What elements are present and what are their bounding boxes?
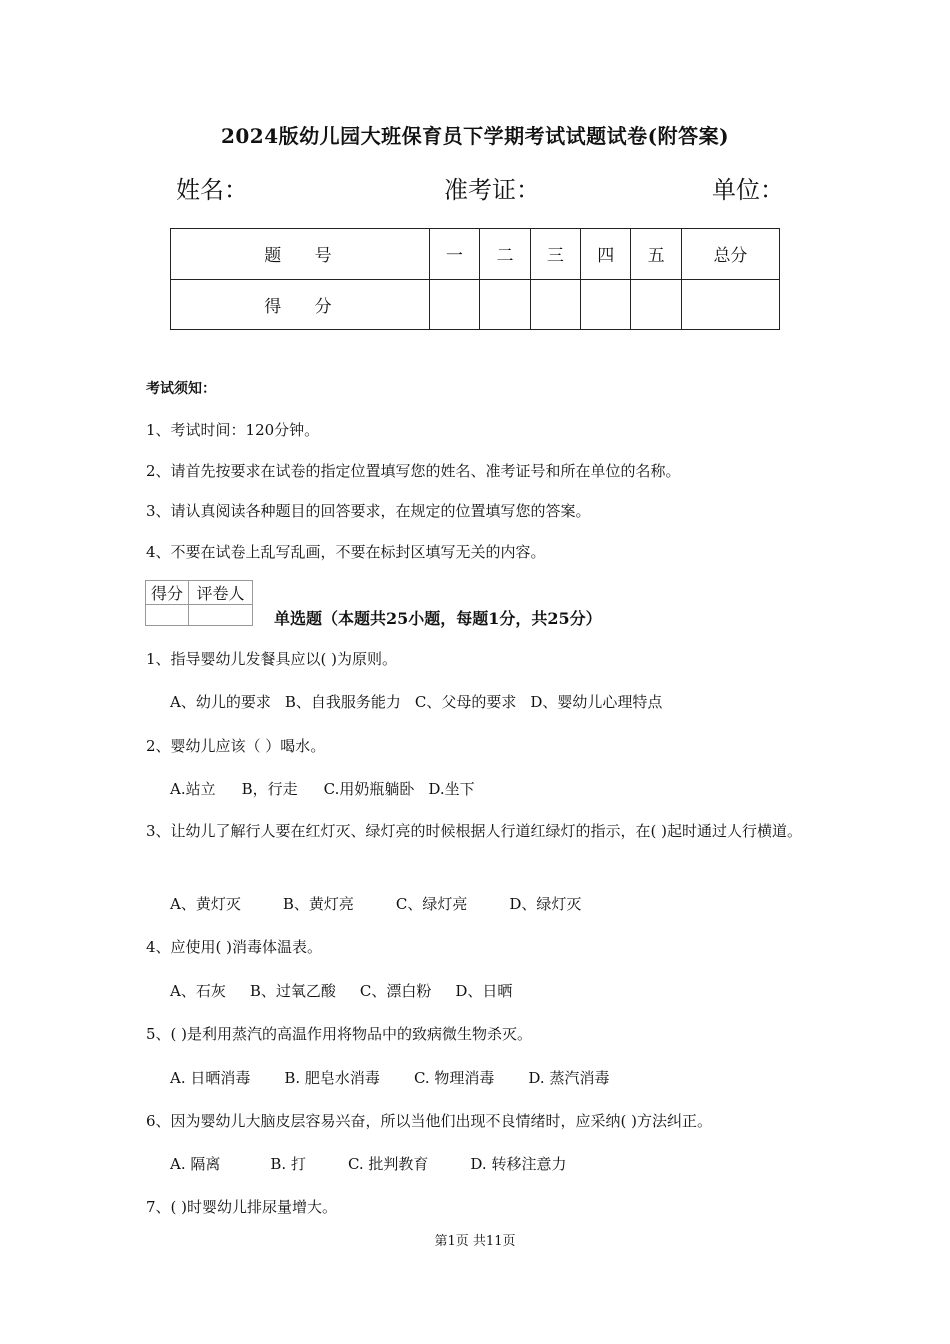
score-header-total: 总分 xyxy=(681,229,779,280)
score-cell-5[interactable] xyxy=(631,279,681,330)
option[interactable]: C、父母的要求 xyxy=(414,693,517,711)
score-header-label: 题 号 xyxy=(171,229,430,280)
grader-name-cell[interactable] xyxy=(189,605,253,626)
option[interactable]: C、漂白粉 xyxy=(359,982,432,1000)
score-header-2: 二 xyxy=(480,229,530,280)
note-item: 4、不要在试卷上乱写乱画，不要在标封区填写无关的内容。 xyxy=(146,543,546,561)
note-item: 1、考试时间：120分钟。 xyxy=(146,421,320,439)
option[interactable]: D. 转移注意力 xyxy=(470,1155,567,1173)
grader-score-label: 得分 xyxy=(146,581,189,605)
question-1: 1、指导婴幼儿发餐具应以( )为原则。 xyxy=(146,650,398,668)
option[interactable]: C.用奶瓶躺卧 xyxy=(323,780,415,798)
option[interactable]: D、婴幼儿心理特点 xyxy=(530,693,663,711)
option[interactable]: D、日晒 xyxy=(455,982,513,1000)
unit-label: 单位： xyxy=(712,176,784,204)
score-cell-3[interactable] xyxy=(530,279,580,330)
grader-table xyxy=(145,580,253,626)
question-6: 6、因为婴幼儿大脑皮层容易兴奋，所以当他们出现不良情绪时，应采纳( )方法纠正。 xyxy=(146,1112,713,1130)
option[interactable]: A. 日晒消毒 xyxy=(170,1069,251,1087)
notes-title: 考试须知： xyxy=(146,381,216,397)
page-footer: 第1页 共11页 xyxy=(434,1234,516,1249)
option[interactable]: A.站立 xyxy=(170,780,216,798)
question-7: 7、( )时婴幼儿排尿量增大。 xyxy=(146,1198,338,1216)
question-6-options xyxy=(170,1153,566,1174)
question-4: 4、应使用( )消毒体温表。 xyxy=(146,938,323,956)
score-table xyxy=(170,228,780,330)
grader-name-label: 评卷人 xyxy=(189,581,253,605)
section-title: 单选题（本题共25小题，每题1分，共25分） xyxy=(274,609,602,628)
question-3-options xyxy=(170,893,581,914)
score-cell-1[interactable] xyxy=(429,279,479,330)
option[interactable]: B、自我服务能力 xyxy=(284,693,401,711)
option[interactable]: B、过氧乙酸 xyxy=(249,982,336,1000)
question-5: 5、( )是利用蒸汽的高温作用将物品中的致病微生物杀灭。 xyxy=(146,1025,533,1043)
option[interactable]: A、幼儿的要求 xyxy=(170,693,271,711)
exam-id-label: 准考证： xyxy=(444,176,540,204)
note-item: 3、请认真阅读各种题目的回答要求，在规定的位置填写您的答案。 xyxy=(146,502,591,520)
score-cell-2[interactable] xyxy=(480,279,530,330)
option[interactable]: D.坐下 xyxy=(428,780,475,798)
option[interactable]: B. 打 xyxy=(270,1155,306,1173)
option[interactable]: B、黄灯亮 xyxy=(282,895,354,913)
score-table-score-row xyxy=(171,279,780,330)
score-header-5: 五 xyxy=(631,229,681,280)
option[interactable]: B，行走 xyxy=(241,780,298,798)
option[interactable]: C、绿灯亮 xyxy=(395,895,468,913)
score-row-label: 得 分 xyxy=(171,279,430,330)
score-header-1: 一 xyxy=(429,229,479,280)
grader-score-cell[interactable] xyxy=(146,605,189,626)
name-label: 姓名： xyxy=(176,176,248,204)
option[interactable]: A. 隔离 xyxy=(170,1155,221,1173)
score-table-header-row xyxy=(171,229,780,280)
option[interactable]: A、石灰 xyxy=(170,982,226,1000)
option[interactable]: C. 物理消毒 xyxy=(413,1069,495,1087)
option[interactable]: D. 蒸汽消毒 xyxy=(528,1069,610,1087)
option[interactable]: C. 批判教育 xyxy=(347,1155,429,1173)
option[interactable]: B. 肥皂水消毒 xyxy=(284,1069,380,1087)
option[interactable]: D、绿灯灭 xyxy=(509,895,582,913)
exam-title: 2024版幼儿园大班保育员下学期考试试题试卷(附答案) xyxy=(220,124,730,148)
score-cell-total[interactable] xyxy=(681,279,779,330)
score-header-4: 四 xyxy=(581,229,631,280)
option[interactable]: A、黄灯灭 xyxy=(170,895,241,913)
question-5-options xyxy=(170,1067,609,1088)
question-1-options xyxy=(170,691,662,712)
score-header-3: 三 xyxy=(530,229,580,280)
note-item: 2、请首先按要求在试卷的指定位置填写您的姓名、准考证号和所在单位的名称。 xyxy=(146,462,681,480)
question-3: 3、让幼儿了解行人要在红灯灭、绿灯亮的时候根据人行道红绿灯的指示，在( )起时通过人行横道。 xyxy=(146,822,803,840)
candidate-info-row xyxy=(176,170,784,204)
question-2: 2、婴幼儿应该（ ）喝水。 xyxy=(146,737,326,755)
score-cell-4[interactable] xyxy=(581,279,631,330)
question-4-options xyxy=(170,980,512,1001)
question-2-options xyxy=(170,778,475,799)
